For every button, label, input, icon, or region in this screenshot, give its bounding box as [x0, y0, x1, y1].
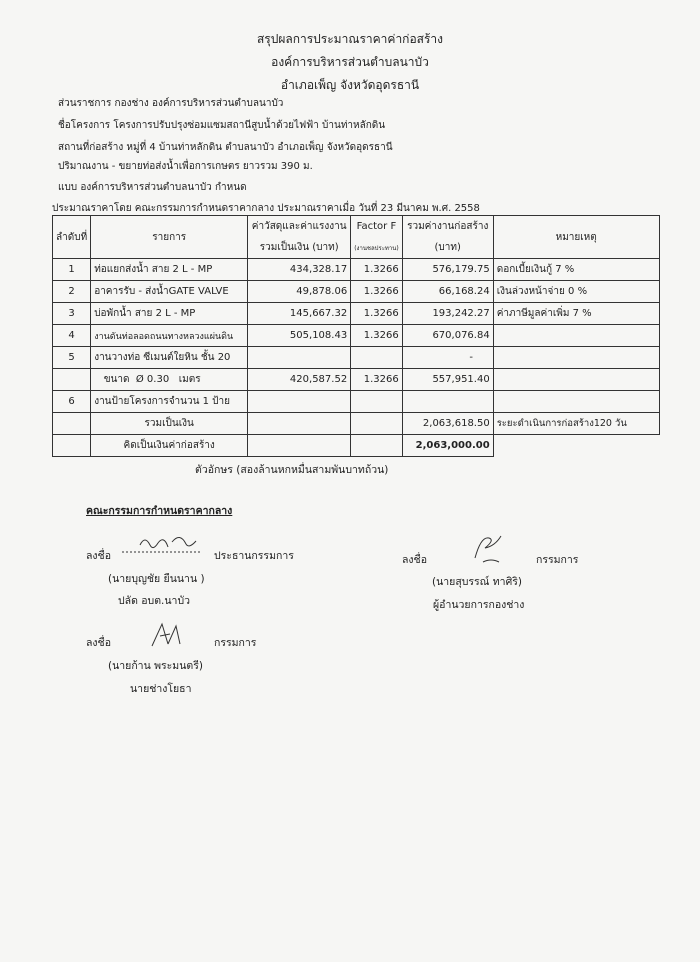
table-row — [53, 369, 660, 391]
signature-3-mark — [148, 620, 188, 650]
row-remark — [493, 369, 659, 391]
col-header-remark: หมายเหตุ — [493, 216, 659, 259]
sign-label-1: ลงชื่อ — [86, 550, 111, 562]
signer-3-name: (นายก้าน พระมนตรี) — [108, 660, 203, 672]
row-remark — [493, 347, 659, 369]
final-value: 2,063,000.00 — [402, 435, 493, 457]
col-header-material-unit: รวมเป็นเงิน (บาท) — [248, 237, 351, 259]
row-factor: 1.3266 — [351, 259, 403, 281]
row-no: 2 — [53, 281, 91, 303]
row-factor — [351, 347, 403, 369]
row-remark — [493, 391, 659, 413]
signer-1-name: (นายบุญชัย ยืนนาน ) — [108, 573, 205, 585]
row-remark: ดอกเบี้ยเงินกู้ 7 % — [493, 259, 659, 281]
project-line: ชื่อโครงการ โครงการปรับปรุงซ่อมแซมสถานีสูบน้ำด้วยไฟฟ้า บ้านท่าหลักดิน — [58, 120, 386, 131]
table-row — [53, 303, 660, 325]
amount-in-words: ตัวอักษร (สองล้านหกหมื่นสามพันบาทถ้วน) — [195, 464, 389, 476]
signature-2-mark — [465, 528, 515, 568]
table-header-row — [53, 216, 660, 238]
row-factor: 1.3266 — [351, 325, 403, 347]
row-total: 670,076.84 — [402, 325, 493, 347]
agency-line: ส่วนราชการ กองช่าง องค์การบริหารส่วนตำบลนาบัว — [58, 98, 284, 109]
row-factor: 1.3266 — [351, 303, 403, 325]
form-line: แบบ องค์การบริหารส่วนตำบลนาบัว กำหนด — [58, 182, 247, 193]
row-no — [53, 369, 91, 391]
row-item: งานป้ายโครงการจำนวน 1 ป้าย — [91, 391, 248, 413]
row-total: 576,179.75 — [402, 259, 493, 281]
row-no: 4 — [53, 325, 91, 347]
col-header-item: รายการ — [91, 216, 248, 259]
row-material: 49,878.06 — [248, 281, 351, 303]
sign-label-2: ลงชื่อ — [402, 554, 427, 566]
row-material — [248, 391, 351, 413]
row-material: 420,587.52 — [248, 369, 351, 391]
row-material — [248, 347, 351, 369]
col-header-total-unit: (บาท) — [402, 237, 493, 259]
col-header-factor-note: (งานชลประทาน) — [351, 237, 403, 259]
signer-2-role: กรรมการ — [536, 554, 579, 566]
row-total — [402, 391, 493, 413]
estimate-line: ประมาณราคาโดย คณะกรรมการกำหนดราคากลาง ประมาณราคาเมื่อ วันที่ 23 มีนาคม พ.ศ. 2558 — [52, 203, 480, 214]
row-material: 145,667.32 — [248, 303, 351, 325]
row-item: ขนาด Ø 0.30 เมตร — [91, 369, 248, 391]
signer-3-role: กรรมการ — [214, 637, 257, 649]
table-row — [53, 391, 660, 413]
col-header-material: ค่าวัสดุและค่าแรงงาน — [248, 216, 351, 238]
row-no: 1 — [53, 259, 91, 281]
row-material: 434,328.17 — [248, 259, 351, 281]
doc-org: องค์การบริหารส่วนตำบลนาบัว — [271, 55, 429, 69]
col-header-no: ลำดับที่ — [53, 216, 91, 259]
row-remark: ค่าภาษีมูลค่าเพิ่ม 7 % — [493, 303, 659, 325]
row-item: งานดันท่อลอดถนนทางหลวงแผ่นดิน — [91, 325, 248, 347]
cost-summary-table — [52, 215, 660, 457]
row-total: 557,951.40 — [402, 369, 493, 391]
row-remark: เงินล่วงหน้าจ่าย 0 % — [493, 281, 659, 303]
sum-value: 2,063,618.50 — [402, 413, 493, 435]
row-factor: 1.3266 — [351, 369, 403, 391]
signer-1-role: ประธานกรรมการ — [214, 550, 294, 562]
sum-remark: ระยะดำเนินการก่อสร้าง120 วัน — [493, 413, 659, 435]
row-total: 193,242.27 — [402, 303, 493, 325]
final-row — [53, 435, 660, 457]
row-total: - — [402, 347, 493, 369]
row-item: อาคารรับ - ส่งน้ำGATE VALVE — [91, 281, 248, 303]
location-line: สถานที่ก่อสร้าง หมู่ที่ 4 บ้านท่าหลักดิน ตำบลนาบัว อำเภอเพ็ญ จังหวัดอุดรธานี — [58, 142, 393, 153]
final-label: คิดเป็นเงินค่าก่อสร้าง — [91, 435, 248, 457]
signer-1-position: ปลัด อบต.นาบัว — [118, 595, 191, 607]
row-item: บ่อพักน้ำ สาย 2 L - MP — [91, 303, 248, 325]
row-no: 3 — [53, 303, 91, 325]
signer-2-name: (นายสุบรรณ์ ทาศิริ) — [432, 576, 522, 588]
table-row — [53, 281, 660, 303]
signer-3-position: นายช่างโยธา — [130, 683, 192, 695]
sum-label: รวมเป็นเงิน — [91, 413, 248, 435]
col-header-total: รวมค่างานก่อสร้าง — [402, 216, 493, 238]
row-factor: 1.3266 — [351, 281, 403, 303]
table-row — [53, 259, 660, 281]
col-header-factor: Factor F — [351, 216, 403, 238]
committee-heading: คณะกรรมการกำหนดราคากลาง — [86, 505, 233, 517]
row-factor — [351, 391, 403, 413]
signature-1-mark — [120, 530, 210, 560]
row-no: 5 — [53, 347, 91, 369]
row-item: งานวางท่อ ซีเมนต์ใยหิน ชั้น 20 — [91, 347, 248, 369]
sign-label-3: ลงชื่อ — [86, 637, 111, 649]
row-item: ท่อแยกส่งน้ำ สาย 2 L - MP — [91, 259, 248, 281]
row-material: 505,108.43 — [248, 325, 351, 347]
doc-title: สรุปผลการประมาณราคาค่าก่อสร้าง — [256, 32, 444, 46]
row-no: 6 — [53, 391, 91, 413]
signer-2-position: ผู้อำนวยการกองช่าง — [433, 599, 525, 611]
table-row — [53, 325, 660, 347]
row-total: 66,168.24 — [402, 281, 493, 303]
table-row — [53, 347, 660, 369]
quantity-line: ปริมาณงาน - ขยายท่อส่งน้ำเพื่อการเกษตร ยาวรวม 390 ม. — [58, 161, 313, 172]
row-remark — [493, 325, 659, 347]
sum-row — [53, 413, 660, 435]
doc-district: อำเภอเพ็ญ จังหวัดอุดรธานี — [280, 78, 420, 92]
